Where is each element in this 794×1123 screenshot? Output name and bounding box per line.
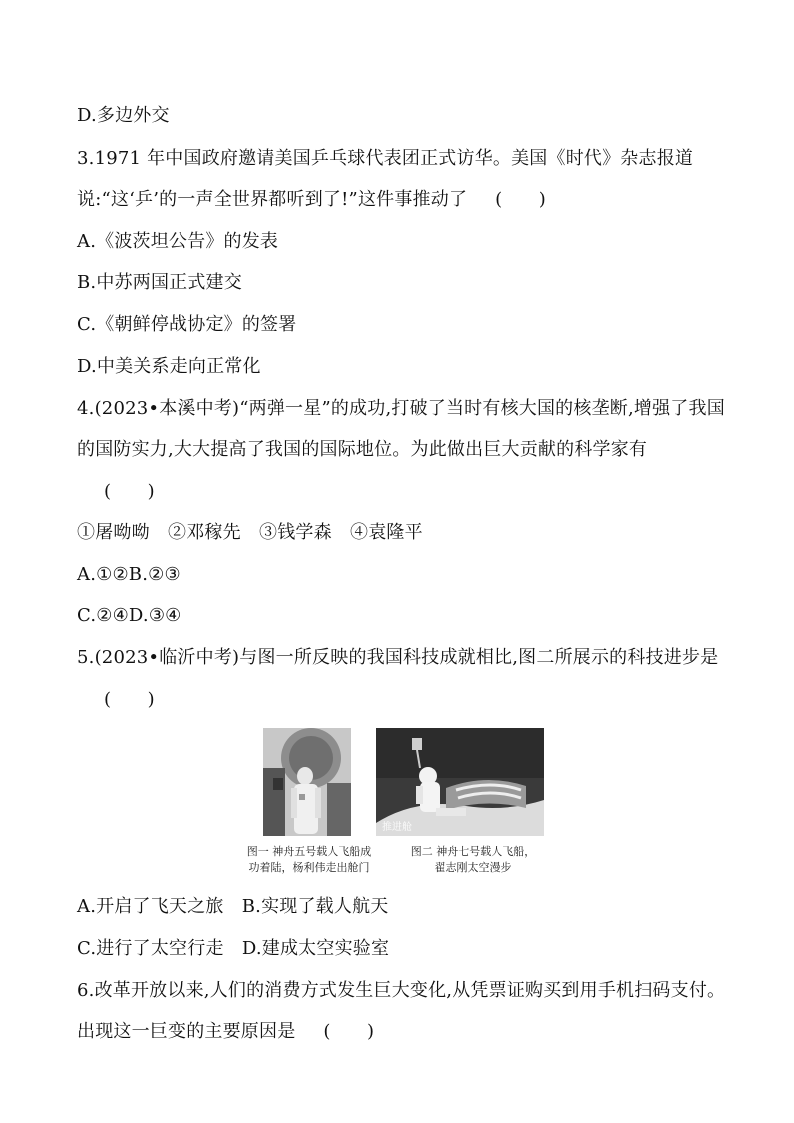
figure1-caption-line-1: 图一 神舟五号载人飞船成	[246, 845, 372, 858]
q3-option-d: D.中美关系走向正常化	[77, 356, 261, 377]
q3-stem-line-1: 3.1971 年中国政府邀请美国乒乓球代表团正式访华。美国《时代》杂志报道	[77, 148, 694, 169]
q5-answer-blank: ( )	[104, 689, 155, 710]
figure1-caption	[246, 844, 372, 876]
q4-stem-line-1: 4.(2023•本溪中考)“两弹一星”的成功,打破了当时有核大国的核垄断,增强了我国	[77, 398, 725, 419]
q3-stem-line-2	[77, 188, 546, 212]
figure1-photo	[263, 728, 351, 836]
figure2-caption	[398, 844, 548, 876]
q3-option-a: A.《波茨坦公告》的发表	[77, 231, 279, 252]
q3-option-c: C.《朝鲜停战协定》的签署	[77, 314, 297, 335]
q2-option-d: D.多边外交	[77, 105, 170, 126]
q3-answer-blank: ( )	[495, 189, 546, 210]
q5-figures	[0, 728, 794, 878]
figure1-caption-line-2: 功着陆，杨利伟走出舱门	[248, 861, 370, 874]
q5-options-cd: C.进行了太空行走 D.建成太空实验室	[77, 938, 390, 959]
q5-options-ab: A.开启了飞天之旅 B.实现了载人航天	[77, 896, 389, 917]
q4-options-ab: A.①②B.②③	[77, 564, 181, 585]
figure2-overlay-label: 推进舱	[382, 822, 412, 833]
q6-stem-line-1: 6.改革开放以来,人们的消费方式发生巨大变化,从凭票证购买到用手机扫码支付。	[77, 980, 726, 1001]
q3-option-b: B.中苏两国正式建交	[77, 272, 242, 293]
q6-answer-blank: ( )	[323, 1021, 375, 1042]
figure2-photo	[376, 728, 544, 836]
q4-stem-line-2: 的国防实力,大大提高了我国的国际地位。为此做出巨大贡献的科学家有	[77, 439, 648, 460]
q4-options-cd: C.②④D.③④	[77, 605, 182, 626]
q4-answer-blank: ( )	[104, 481, 155, 502]
q5-stem-line-1: 5.(2023•临沂中考)与图一所反映的我国科技成就相比,图二所展示的科技进步是	[77, 647, 719, 668]
q4-items: ①屠呦呦 ②邓稼先 ③钱学森 ④袁隆平	[77, 522, 423, 543]
q6-stem-text: 出现这一巨变的主要原因是	[77, 1021, 296, 1042]
figure2-caption-line-2: 翟志刚太空漫步	[434, 861, 512, 874]
figure1-image	[263, 728, 351, 836]
figure2-caption-line-1: 图二 神舟七号载人飞船，	[410, 845, 536, 858]
q3-stem-text: 说:“这‘乒’的一声全世界都听到了!”这件事推动了	[77, 189, 468, 210]
q6-stem-line-2	[77, 1020, 374, 1044]
